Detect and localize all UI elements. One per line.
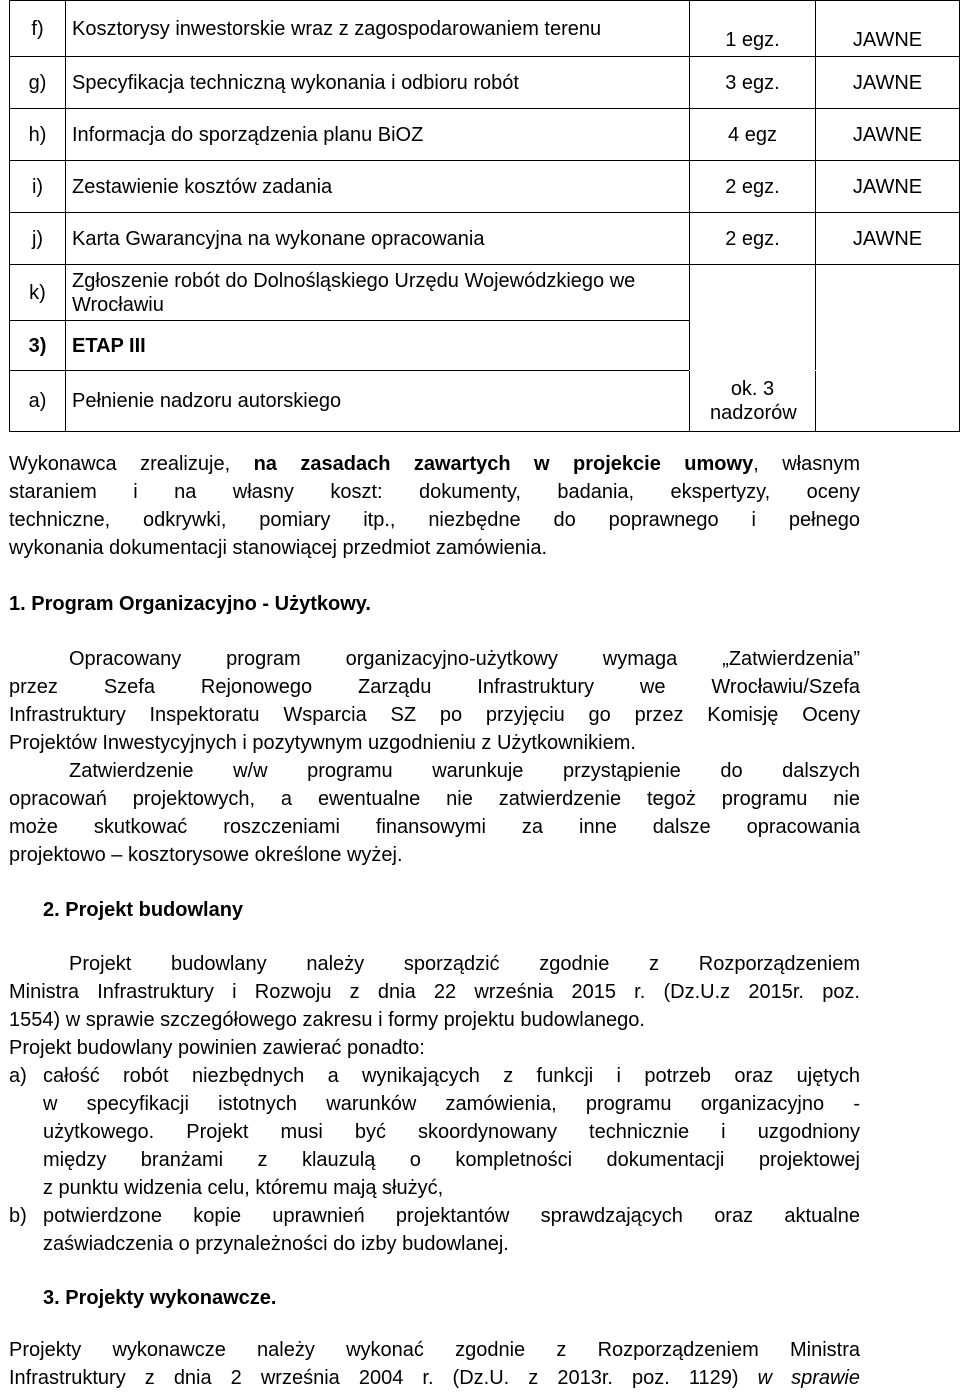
table-row xyxy=(10,161,960,213)
section1-heading: 1. Program Organizacyjno - Użytkowy. xyxy=(9,593,371,615)
text-line: w specyfikacji istotnych warunków zamówienia, programu organizacyjno - xyxy=(43,1093,860,1115)
text-line: całość robót niezbędnych a wynikających z funkcji i potrzeb oraz ujętych xyxy=(43,1065,860,1087)
row-status: JAWNE xyxy=(816,213,960,265)
text-line: Projekt budowlany należy sporządzić zgodnie z Rozporządzeniem xyxy=(69,953,860,975)
list-item xyxy=(9,1202,860,1258)
row-qty: 1 egz. xyxy=(690,1,816,57)
text-line: przez Szefa Rejonowego Zarządu Infrastruktury we Wrocławiu/Szefa xyxy=(9,676,860,698)
text-line: Infrastruktury Inspektoratu Wsparcia SZ po przyjęciu go przez Komisję Oceny xyxy=(9,704,860,726)
text-line: projektowo – kosztorysowe określone wyżej. xyxy=(9,844,403,866)
text-line: Zatwierdzenie w/w programu warunkuje przystąpienie do dalszych xyxy=(69,760,860,782)
text-fragment: Infrastruktury z dnia 2 września 2004 r. (Dz.U. z 2013r. poz. 1129) xyxy=(9,1367,758,1389)
list-item xyxy=(9,1062,860,1202)
text-line: Projekty wykonawcze należy wykonać zgodnie z Rozporządzeniem Ministra xyxy=(9,1339,860,1361)
text-line: Ministra Infrastruktury i Rozwoju z dnia 22 września 2015 r. (Dz.U.z 2015r. poz. xyxy=(9,981,860,1003)
row-qty: ok. 3 nadzorów xyxy=(690,371,816,432)
etap-number: 3) xyxy=(10,321,66,371)
intro-paragraph xyxy=(9,450,860,562)
text-line: może skutkować roszczeniami finansowymi za inne dalsze opracowania xyxy=(9,816,860,838)
row-name: Zgłoszenie robót do Dolnośląskiego Urzędu Wojewódzkiego we Wrocławiu xyxy=(66,265,690,321)
text-line: potwierdzone kopie uprawnień projektantów sprawdzających oraz aktualne xyxy=(43,1205,860,1227)
text-line: Opracowany program organizacyjno-użytkowy wymaga „Zatwierdzenia” xyxy=(69,648,860,670)
section2-list xyxy=(9,1062,860,1258)
row-status xyxy=(816,265,960,432)
row-qty: 3 egz. xyxy=(690,57,816,109)
row-qty: 4 egz xyxy=(690,109,816,161)
section2-heading: 2. Projekt budowlany xyxy=(43,899,244,921)
row-name: Specyfikacja techniczną wykonania i odbioru robót xyxy=(66,57,690,109)
intro-bold-text: na zasadach zawartych w projekcie umowy xyxy=(253,453,754,475)
text-line xyxy=(9,1364,860,1392)
text-line: z punktu widzenia celu, któremu mają służyć, xyxy=(43,1177,444,1199)
table-row xyxy=(10,1,960,57)
table-row xyxy=(10,109,960,161)
row-letter: i) xyxy=(10,161,66,213)
text-line: Projekt budowlany powinien zawierać ponadto: xyxy=(9,1037,425,1059)
row-status: JAWNE xyxy=(816,1,960,57)
intro-line: staraniem i na własny koszt: dokumenty, badania, ekspertyzy, oceny xyxy=(9,481,860,503)
list-marker: b) xyxy=(9,1205,27,1227)
row-letter: k) xyxy=(10,265,66,321)
text-fragment-italic: w sprawie xyxy=(757,1367,860,1389)
section2-paragraph xyxy=(9,950,860,1062)
text-line: użytkowego. Projekt musi być skoordynowany technicznie i uzgodniony xyxy=(43,1121,860,1143)
intro-line: wykonania dokumentacji stanowiącej przedmiot zamówienia. xyxy=(9,537,548,559)
row-status: JAWNE xyxy=(816,161,960,213)
text-line: zaświadczenia o przynależności do izby budowlanej. xyxy=(43,1233,509,1255)
section1-paragraph-1 xyxy=(9,645,860,757)
section1-paragraph-2 xyxy=(9,757,860,869)
intro-text: Wykonawca zrealizuje, xyxy=(9,453,254,475)
table-row xyxy=(10,213,960,265)
documents-table xyxy=(9,0,960,432)
intro-text: , własnym xyxy=(753,453,861,475)
row-status: JAWNE xyxy=(816,109,960,161)
intro-line: techniczne, odkrywki, pomiary itp., niezbędne do poprawnego i pełnego xyxy=(9,509,860,531)
text-line: między branżami z klauzulą o kompletności dokumentacji projektowej xyxy=(43,1149,860,1171)
table-row xyxy=(10,57,960,109)
row-name: Karta Gwarancyjna na wykonane opracowania xyxy=(66,213,690,265)
row-qty xyxy=(690,265,816,371)
row-qty: 2 egz. xyxy=(690,213,816,265)
row-letter: g) xyxy=(10,57,66,109)
row-status: JAWNE xyxy=(816,57,960,109)
section3-paragraph xyxy=(9,1336,860,1392)
row-name: Pełnienie nadzoru autorskiego xyxy=(66,371,690,432)
row-name: Kosztorysy inwestorskie wraz z zagospodarowaniem terenu xyxy=(66,1,690,57)
row-letter: f) xyxy=(10,1,66,57)
section3-heading: 3. Projekty wykonawcze. xyxy=(43,1287,277,1309)
row-letter: j) xyxy=(10,213,66,265)
row-name: Informacja do sporządzenia planu BiOZ xyxy=(66,109,690,161)
row-qty: 2 egz. xyxy=(690,161,816,213)
text-line: 1554) w sprawie szczegółowego zakresu i formy projektu budowlanego. xyxy=(9,1009,645,1031)
row-letter: a) xyxy=(10,371,66,432)
text-line: opracowań projektowych, a ewentualne nie zatwierdzenie tegoż programu nie xyxy=(9,788,860,810)
intro-line xyxy=(9,450,860,478)
row-letter: h) xyxy=(10,109,66,161)
list-marker: a) xyxy=(9,1065,27,1087)
table-row xyxy=(10,265,960,321)
row-name: Zestawienie kosztów zadania xyxy=(66,161,690,213)
text-line: Projektów Inwestycyjnych i pozytywnym uzgodnieniu z Użytkownikiem. xyxy=(9,732,636,754)
etap-label: ETAP III xyxy=(66,321,690,371)
